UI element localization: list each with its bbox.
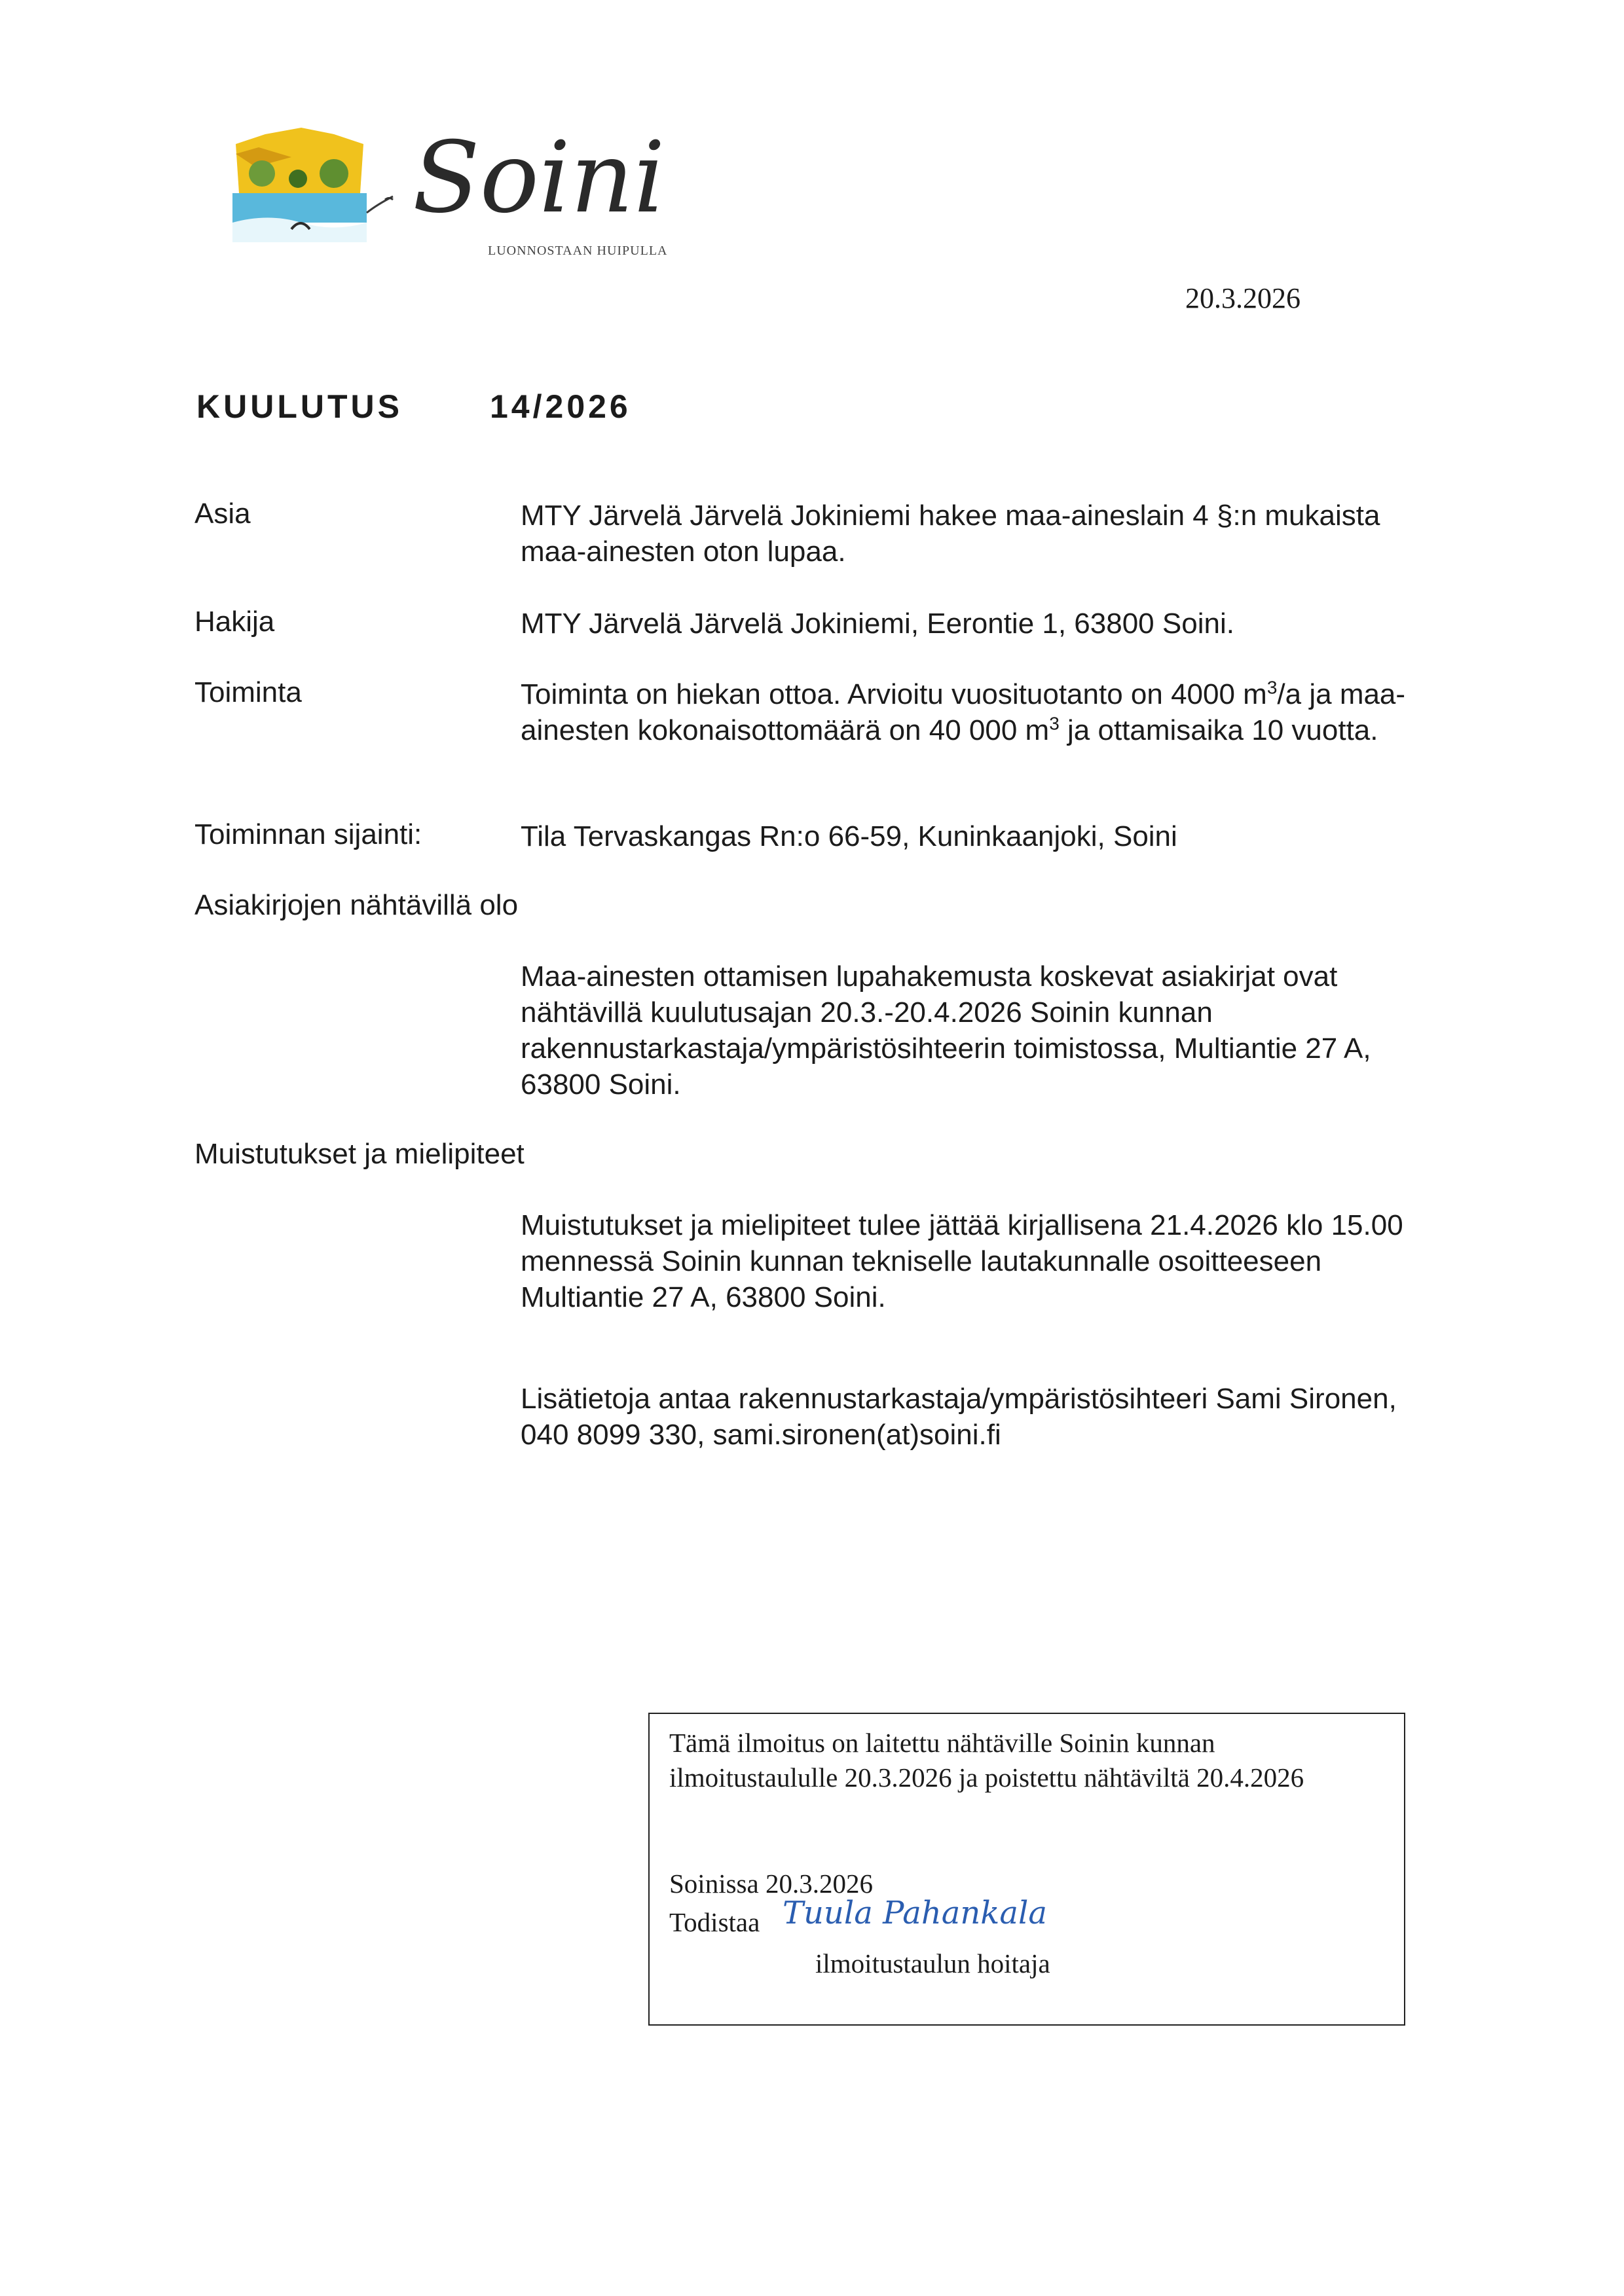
hakija-text: MTY Järvelä Järvelä Jokiniemi, Eerontie 1, 63800 Soini.: [521, 608, 1234, 640]
hakija-label: Hakija: [194, 606, 275, 638]
notice-place-date: Soinissa 20.3.2026: [669, 1868, 873, 1899]
sijainti-text: Tila Tervaskangas Rn:o 66-59, Kuninkaanjoki, Soini: [521, 820, 1177, 852]
sijainti-label: Toiminnan sijainti:: [194, 818, 422, 850]
notice-text: Tämä ilmoitus on laitettu nähtäville Soinin kunnan ilmoitustaululle 20.3.2026 ja poistettu nähtäviltä 20.4.2026: [669, 1728, 1304, 1793]
nahtavilla-text: Maa-ainesten ottamisen lupahakemusta koskevat asiakirjat ovat nähtävillä kuulutusajan 20.3.-20.4.2026 Soinin kunnan rakennustarkastaja/ympäristösihteerin toimistossa, Multiantie 27 A, 63800 Soini.: [521, 960, 1371, 1101]
nahtavilla-label: Asiakirjojen nähtävillä olo: [194, 889, 519, 921]
logo-tagline: LUONNOSTAAN HUIPULLA: [488, 244, 668, 258]
muistutukset-label: Muistutukset ja mielipiteet: [194, 1138, 525, 1170]
signer-role: ilmoitustaulun hoitaja: [815, 1948, 1050, 1978]
asia-text: MTY Järvelä Järvelä Jokiniemi hakee maa-aineslain 4 §:n mukaista maa-ainesten oton lupaa.: [521, 500, 1380, 568]
asia-label: Asia: [194, 498, 251, 530]
document-number: 14/2026: [490, 388, 631, 425]
signature: Tuula Pahankala: [783, 1895, 1047, 1931]
notice-box: [648, 1713, 1405, 2026]
document-title: KUULUTUS: [196, 388, 403, 425]
muistutukset-text: Muistutukset ja mielipiteet tulee jättää kirjallisena 21.4.2026 klo 15.00 mennessä Soinin kunnan tekniselle lautakunnalle osoitteeseen Multiantie 27 A, 63800 Soini.: [521, 1209, 1403, 1313]
attest-label: Todistaa: [669, 1907, 760, 1937]
document-date: 20.3.2026: [1185, 282, 1301, 314]
lisatietoja-text: Lisätietoja antaa rakennustarkastaja/ympäristösihteeri Sami Sironen, 040 8099 330, sami.sironen(at)soini.fi: [521, 1383, 1397, 1451]
logo-wordmark: Soini: [413, 121, 665, 235]
toiminta-text: Toiminta on hiekan ottoa. Arvioitu vuosituotanto on 4000 $m^3/a$ ja maa-ainesten kokonaisottomäärä on 40 000 $m^3$ ja ottamisaika 10 vuotta.: [521, 677, 1406, 746]
toiminta-label: Toiminta: [194, 676, 302, 708]
